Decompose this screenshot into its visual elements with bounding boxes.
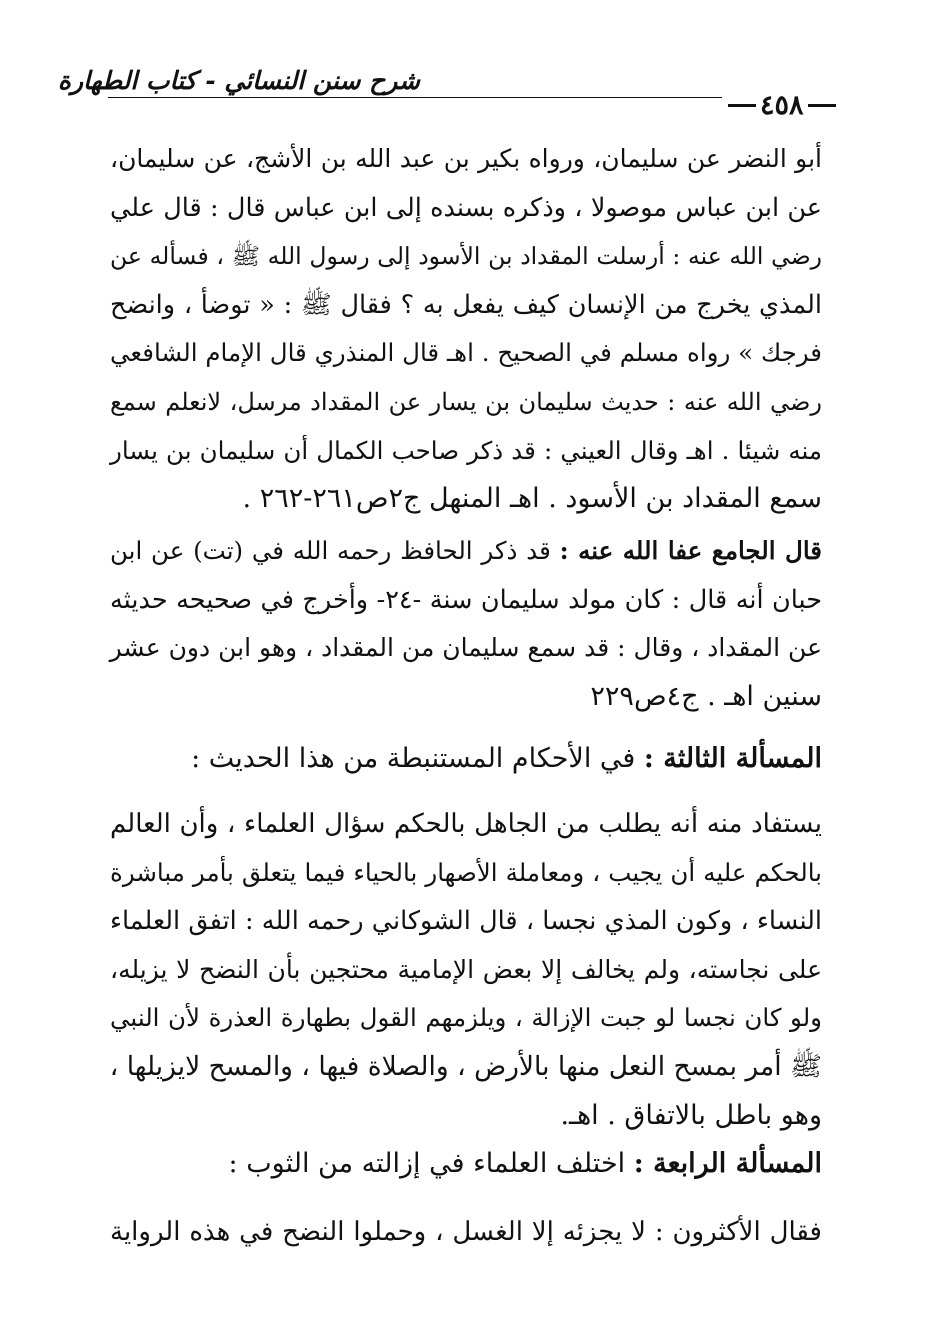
text-line: سمع المقداد بن الأسود . اهـ المنهل ج٢ص٢٦١-٢٦٢ . [242,483,822,515]
text-line: منه شيئا . اهـ وقال العيني : قد ذكر صاحب الكمال أن سليمان بن يسار [110,435,822,465]
paragraph-compiler-note [110,527,822,721]
paragraph-third-issue [110,800,822,1140]
page-number-group [722,90,842,120]
text-line: رضي الله عنه : حديث سليمان بن يسار عن المقداد مرسل، لانعلم سمع [110,387,822,416]
text-line: فقال الأكثرون : لا يجزئه إلا الغسل ، وحملوا النضح في هذه الرواية [110,1217,822,1247]
text-line: على نجاسته، ولم يخالف إلا بعض الإمامية محتجين بأن النضح لا يزيله، [110,954,822,984]
page-number: ٤٥٨ [760,89,804,121]
text-line: حبان أنه قال : كان مولد سليمان سنة -٢٤- وأخرج في صحيحه حديثه [110,584,822,615]
compiler-note-first-line: قد ذكر الحافظ رحمه الله في (تت) عن ابن [110,536,551,565]
text-line: المذي يخرج من الإنسان كيف يفعل به ؟ فقال ﷺ : « توضأ ، وانضح [110,289,822,320]
text-line [110,735,822,784]
text-line: وهو باطل بالاتفاق . اهـ. [560,1099,822,1131]
fourth-issue-label: المسألة الرابعة : [633,1148,822,1179]
running-title: شرح سنن النسائي - كتاب الطهارة [57,66,420,95]
text-line: سنين اهـ . ج٤ص٢٢٩ [590,680,822,712]
heading-third-issue [110,735,822,784]
text-line [110,1140,822,1189]
text-line: أبو النضر عن سليمان، ورواه بكير بن عبد الله بن الأشج، عن سليمان، [110,144,822,173]
text-line: ﷺ أمر بمسح النعل منها بالأرض ، والصلاة فيها ، والمسح لايزيلها ، [109,1050,822,1082]
compiler-note-lead: قال الجامع عفا الله عنه : [559,536,823,565]
fourth-issue-title: اختلف العلماء في إزالته من الثوب : [228,1148,626,1179]
third-issue-title: في الأحكام المستنبطة من هذا الحديث : [191,743,636,774]
third-issue-label: المسألة الثالثة : [643,743,822,774]
text-line [110,527,822,576]
text-line: بالحكم عليه أن يجيب ، ومعاملة الأصهار بالحياء فيما يتعلق بأمر مباشرة [110,857,822,887]
paragraph-hadith-narration [110,135,822,524]
text-line: ولو كان نجسا لو جبت الإزالة ، ويلزمهم القول بطهارة العذرة لأن النبي [110,1003,822,1033]
text-line: عن ابن عباس موصولا ، وذكره بسنده إلى ابن عباس قال : قال علي [110,192,822,223]
text-line: عن المقداد ، وقال : قد سمع سليمان من المقداد ، وهو ابن دون عشر [109,633,822,663]
paragraph-fourth-issue [110,1208,822,1257]
text-line: فرجك » رواه مسلم في الصحيح . اهـ قال المنذري قال الإمام الشافعي [110,338,822,368]
header-rule [108,97,824,98]
text-line: رضي الله عنه : أرسلت المقداد بن الأسود إلى رسول الله ﷺ ، فسأله عن [110,242,822,271]
heading-fourth-issue [110,1140,822,1189]
page-number-dash-left [728,104,756,107]
page-number-dash-right [808,104,836,107]
text-line: يستفاد منه أنه يطلب من الجاهل بالحكم سؤال العلماء ، وأن العالم [110,809,822,839]
text-line: النساء ، وكون المذي نجسا ، قال الشوكاني رحمه الله : اتفق العلماء [110,906,822,937]
